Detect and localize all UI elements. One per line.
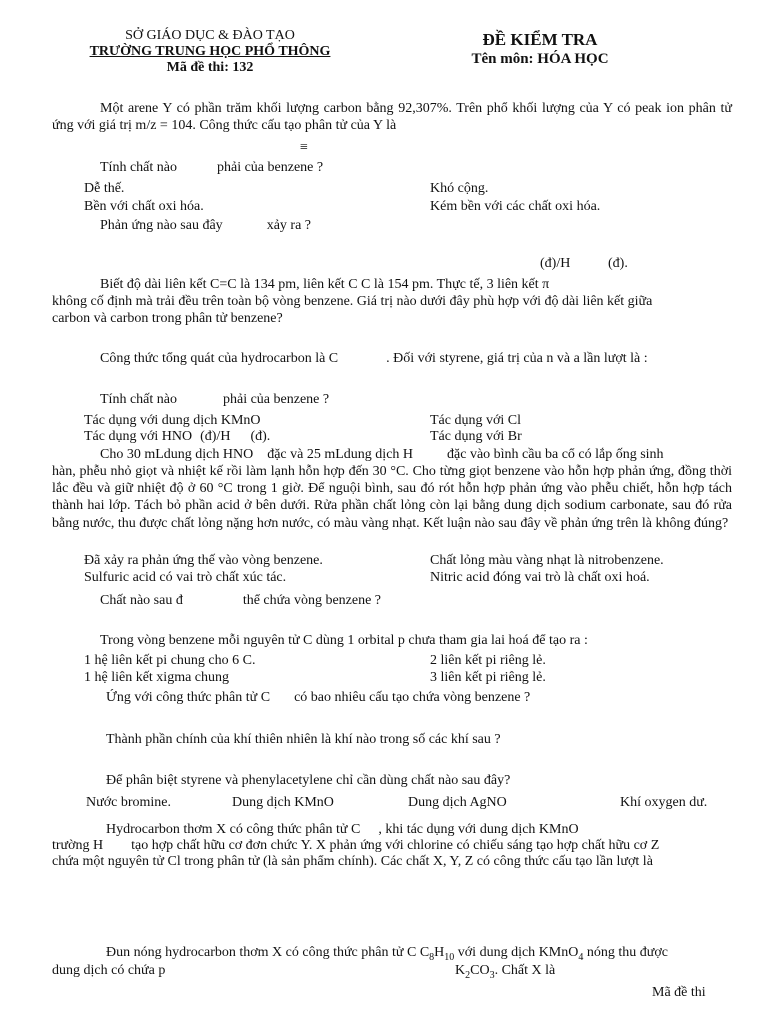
question-12-stem: Để phân biệt styrene và phenylacetylene chỉ cần dùng chất nào sau đây? [106,773,511,788]
question-3-stem-b: xảy ra ? [266,218,311,233]
question-14-line-1 [106,944,668,961]
question-7-option-a: Đã xảy ra phản ứng thế vào vòng benzene. [84,553,323,568]
question-2-stem-a: Tính chất nào [100,160,177,175]
question-13-line-3: chứa một nguyên tử Cl trong phân tử (là sản phẩm chính). Các chất X, Y, Z có công thức cấu tạo lần lượt là [52,854,653,869]
question-5-text-b: . Đối với styrene, giá trị của n và a lần lượt là : [386,351,648,366]
question-7-line-1-c: đặc vào bình cầu ba cổ có lắp ống sinh [447,447,664,462]
question-5-text-a: Công thức tổng quát của hydrocarbon là C [100,351,339,366]
question-6-option-a: Tác dụng với dung dịch KMnO [84,413,261,428]
question-10-text-a: Ứng với công thức phân tử C [106,690,271,705]
question-9-option-a: 1 hệ liên kết pi chung cho 6 C. [84,653,256,668]
question-7-line-1-a: Cho 30 mLdung dịch HNO [100,447,254,462]
question-4-line-3: carbon và carbon trong phân tử benzene? [52,311,283,326]
question-3-fragment-b: (đ). [608,256,628,271]
question-12-option-b: Dung dịch KMnO [232,795,334,810]
question-9-option-b: 2 liên kết pi riêng lẻ. [430,653,546,668]
question-10-text [106,689,530,706]
formula-kmno4: KMnO$_4$ [538,945,584,963]
question-8-stem [100,592,381,609]
department-name: SỞ GIÁO DỤC & ĐÀO TẠO [125,28,295,43]
question-3-stem-a: Phản ứng nào sau đây [100,218,223,233]
question-14-line-1-b: với dung dịch [457,945,536,960]
question-11-text: Thành phần chính của khí thiên nhiên là khí nào trong số các khí sau ? [106,732,501,747]
question-1-text: Một arene Y có phần trăm khối lượng carbon bằng 92,307%. Trên phổ khối lượng của Y có peak ion phân tử ứng với giá trị m/z = 104. Công thức cấu tạo phân tử của Y là [52,101,732,133]
question-6-option-d: Tác dụng với Br [430,429,522,444]
question-10-text-b: có bao nhiêu cấu tạo chứa vòng benzene ? [294,690,531,705]
question-6-option-c-b: (đ)/H [200,429,231,444]
question-2-option-d: Kém bền với các chất oxi hóa. [430,199,601,214]
question-7-option-c: Sulfuric acid có vai trò chất xúc tác. [84,570,287,585]
question-9-option-d: 3 liên kết pi riêng lẻ. [430,670,546,685]
question-14-line-1-a: Đun nóng hydrocarbon thơm X có công thức phân tử C [106,945,417,960]
question-13-line-1-a: Hydrocarbon thơm X có công thức phân tử C [106,822,361,837]
school-name: TRƯỜNG TRUNG HỌC PHỔ THÔNG [89,44,331,59]
question-2-option-a: Dễ thế. [84,181,125,196]
exam-title: ĐỀ KIỂM TRA [482,30,598,49]
question-9-option-c: 1 hệ liên kết xigma chung [84,670,230,685]
question-8-stem-a: Chất nào sau đ [100,593,183,608]
question-9-stem: Trong vòng benzene mỗi nguyên tử C dùng 1 orbital p chưa tham gia lai hoá để tạo ra : [100,633,588,648]
question-14-line-2-tail: . Chất X là [494,963,556,978]
question-7-line-1 [100,446,664,463]
question-14-line-2b [455,962,555,979]
formula-k2co3: $K_2CO_3$ [455,963,495,981]
question-6-option-c-a: Tác dụng với HNO [84,429,193,444]
question-6-option-c [84,428,270,445]
question-6-option-c-c: (đ). [250,429,271,444]
exam-code: Mã đề thi: 132 [166,60,254,75]
triple-bond-symbol: ≡ [300,140,308,155]
question-5-text [100,350,648,367]
question-8-stem-b: thể chứa vòng benzene ? [242,593,382,608]
question-6-option-b: Tác dụng với Cl [430,413,521,428]
question-13-line-1 [106,821,579,838]
question-2-option-c: Bền với chất oxi hóa. [84,199,204,214]
exam-header [420,30,660,68]
question-6-stem [100,391,329,408]
question-13-line-1-b: , khi tác dụng với dung dịch KMnO [378,822,579,837]
question-13-line-2-a: trường H [52,838,104,853]
question-7-option-d: Nitric acid đóng vai trò là chất oxi hoá. [430,570,650,585]
question-14-line-2a: dung dịch có chứa p [52,963,166,978]
question-3-fragment-a: (đ)/H [540,256,571,271]
question-7-body: hàn, phễu nhỏ giọt và nhiệt kế rồi làm lạnh hỗn hợp đến 30 °C. Cho từng giọt benzene vào hỗn hợp phản ứng, đồng thời lắc đều và giữ nhiệt độ ở 60 °C trong 1 giờ. Để nguội bình, sau đó rót hỗn hợp phản ứng vào phễu chiết, hỗn hợp tách thành hai lớp. Tách bỏ phần acid ở bên dưới. Rửa phần chất lỏng còn lại bằng dung dịch sodium carbonate, sau đó rửa bằng nước, thu được chất lỏng nặng hơn nước, có màu vàng nhạt. Kết luận nào sau đây về phản ứng trên là không đúng? [52,464,732,531]
question-12-option-d: Khí oxygen dư. [620,795,708,810]
question-13-line-2-b: tạo hợp chất hữu cơ đơn chức Y. X phản ứng với chlorine có chiếu sáng tạo hợp chất hữu cơ Z [131,838,660,853]
school-header [60,28,360,76]
question-14-line-1-c: nóng thu được [586,945,668,960]
question-7-line-1-b: đặc và 25 mLdung dịch H [267,447,414,462]
formula-c8h10: $C_8H_{10}$ [419,945,455,963]
question-6-stem-a: Tính chất nào [100,392,177,407]
question-13-line-2 [52,837,659,854]
subject-name: Tên môn: HÓA HỌC [471,51,609,67]
question-4-line-2: không cố định mà trải đều trên toàn bộ vòng benzene. Giá trị nào dưới đây phù hợp với độ dài liên kết giữa [52,294,653,309]
question-4-line-1: Biết độ dài liên kết C=C là 134 pm, liên kết C C là 154 pm. Thực tế, 3 liên kết π [100,277,550,292]
question-7-option-b: Chất lỏng màu vàng nhạt là nitrobenzene. [430,553,664,568]
question-2-stem-b: phải của benzene ? [216,160,324,175]
question-12-option-c: Dung dịch AgNO [408,795,507,810]
footer-exam-code-label: Mã đề thi [652,985,706,1000]
question-3-stem [100,217,311,234]
question-12-option-a: Nước bromine. [86,795,171,810]
question-2-stem [100,159,323,176]
question-6-stem-b: phải của benzene ? [222,392,330,407]
question-2-option-b: Khó cộng. [430,181,489,196]
